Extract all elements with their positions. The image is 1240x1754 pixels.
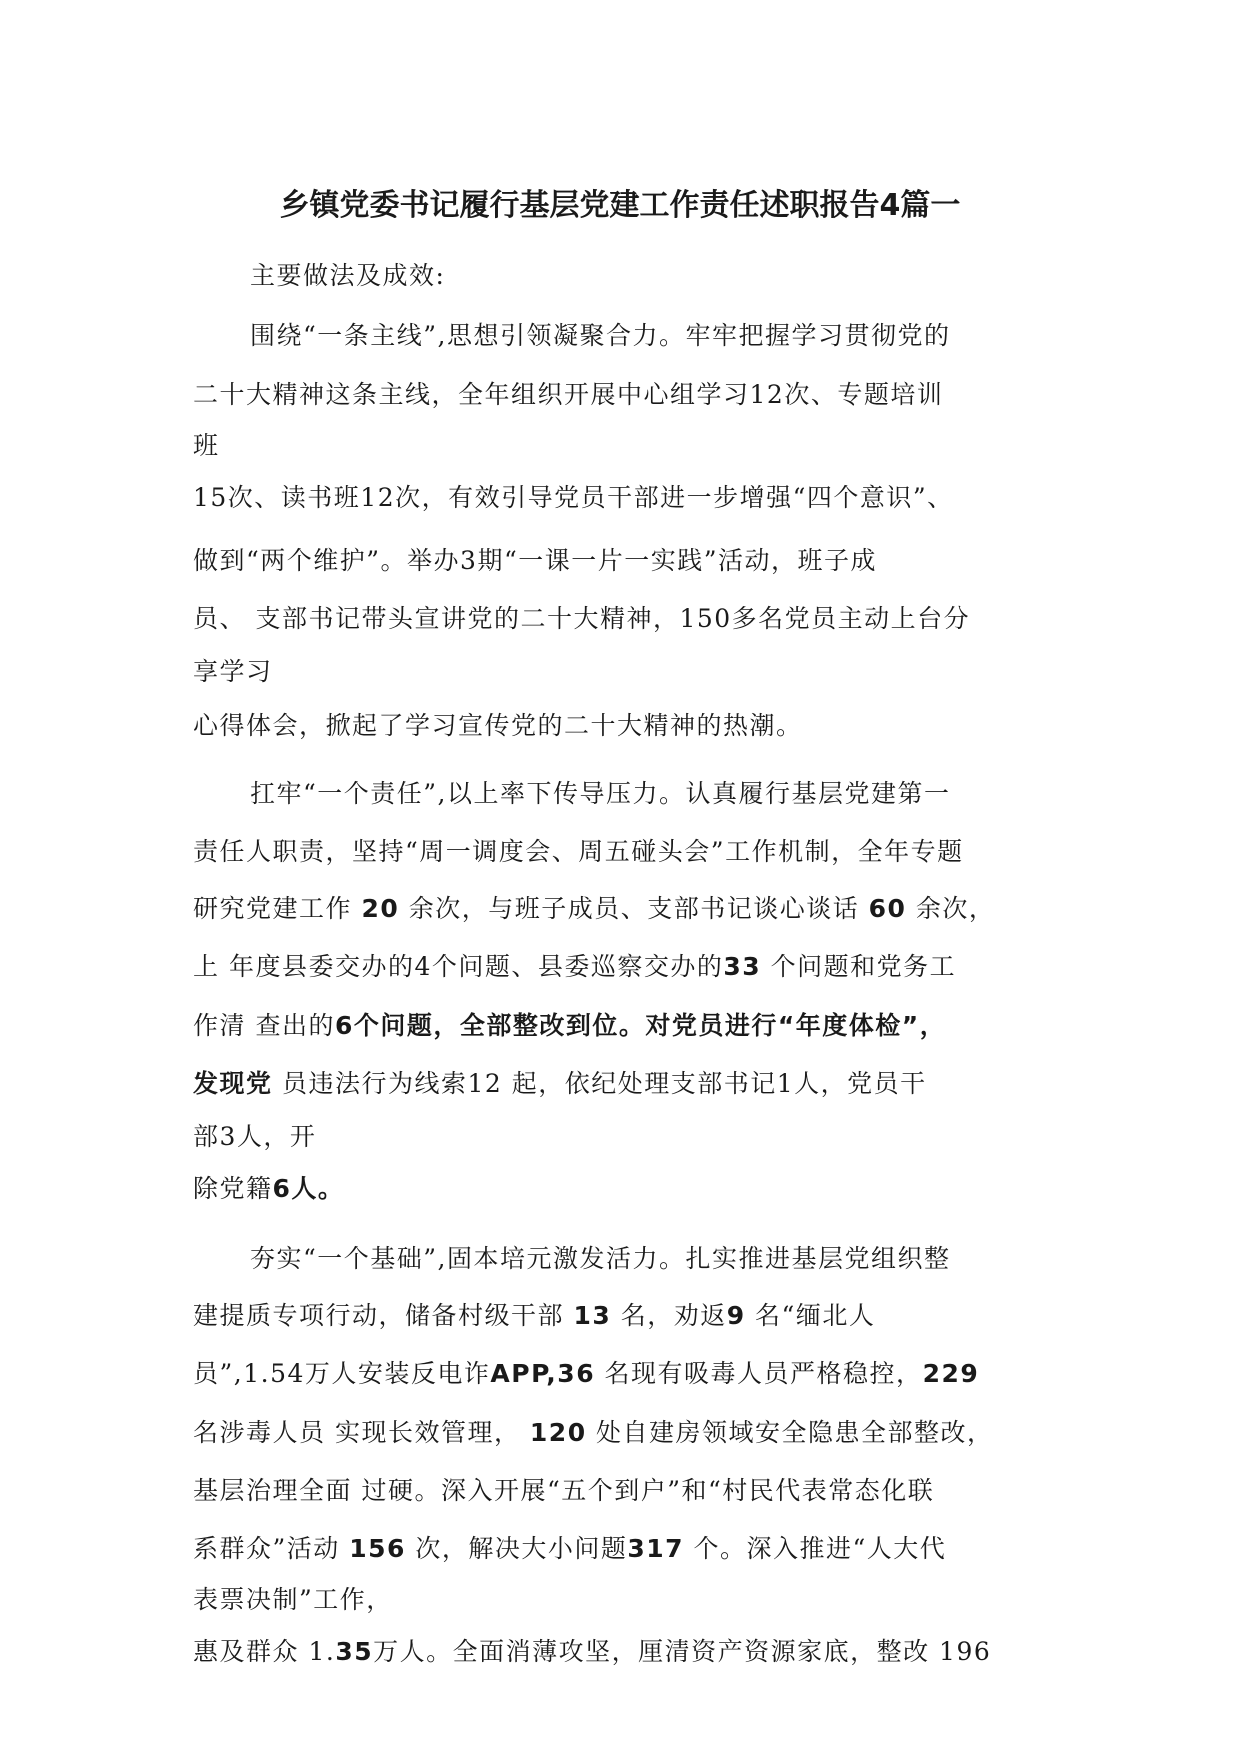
text-line (193, 1415, 1093, 1451)
text-segment: 名涉毒人员 实现长效管理， (193, 1418, 530, 1447)
text-segment: 基层治理全面 过硬。深入开展“五个到户”和“村民代表常态化联 (193, 1476, 935, 1505)
text-segment: 15次、读书班12次，有效引导党员干部进一步增强“四个意识”、 (193, 483, 954, 512)
bold-text-segment: 6个问题，全部整改到位。对党员进行“年度体检”， (334, 1011, 947, 1040)
text-segment: 名“缅北人 (745, 1301, 876, 1330)
text-line (250, 258, 1150, 294)
document-title: 乡镇党委书记履行基层党建工作责任述职报告4篇一 (279, 188, 961, 223)
text-segment: 围绕“一条主线”,思想引领凝聚合力。牢牢把握学习贯彻党的 (250, 321, 951, 350)
text-segment: 员、 支部书记带头宣讲党的二十大精神，150多名党员主动上台分 (193, 604, 971, 633)
text-segment: 班 (193, 431, 220, 460)
bold-text-segment: 9 (726, 1301, 746, 1330)
text-segment: 夯实“一个基础”,固本培元激发活力。扎实推进基层党组织整 (250, 1244, 951, 1273)
text-segment: 个问题和党务工 (761, 952, 957, 981)
text-segment: 责任人职责，坚持“周一调度会、周五碰头会”工作机制，全年专题 (193, 837, 964, 866)
text-segment: 员”,1.54万人安装反电诈 (193, 1359, 491, 1388)
text-line (193, 1582, 1093, 1618)
bold-text-segment: 13 (573, 1301, 612, 1330)
bold-text-segment: 6人。 (272, 1174, 345, 1203)
text-line (193, 834, 1093, 870)
text-line (193, 1634, 1093, 1670)
text-line (250, 318, 1150, 354)
text-line (193, 377, 1093, 413)
text-line (193, 1531, 1093, 1567)
text-line (193, 1171, 1093, 1207)
text-segment: 万人。全面消薄攻坚，厘清资产资源家底，整改 196 (373, 1637, 992, 1666)
bold-text-segment: 120 (529, 1418, 587, 1447)
text-segment: 享学习 (193, 657, 273, 686)
text-line (193, 1119, 1093, 1155)
text-segment: 名，劝返 (611, 1301, 727, 1330)
text-segment: 心得体会，掀起了学习宣传党的二十大精神的热潮。 (193, 711, 803, 740)
text-line (193, 708, 1093, 744)
text-segment: 余次， (906, 894, 996, 923)
text-segment: 主要做法及成效: (250, 261, 446, 290)
text-line (193, 1008, 1093, 1044)
text-segment: 二十大精神这条主线，全年组织开展中心组学习12次、专题培训 (193, 380, 944, 409)
text-line (193, 543, 1093, 579)
text-segment: 作清 查出的 (193, 1011, 335, 1040)
text-segment: 部3人，开 (193, 1122, 317, 1151)
text-segment: 次，解决大小问题 (405, 1534, 628, 1563)
text-line (193, 1298, 1093, 1334)
text-line (193, 1473, 1093, 1509)
bold-text-segment: 发现党 (193, 1069, 273, 1098)
bold-text-segment: APP,36 (490, 1359, 596, 1388)
text-segment: 个。深入推进“人大代 (684, 1534, 947, 1563)
text-line (250, 776, 1150, 812)
text-line (193, 949, 1093, 985)
text-segment: 员违法行为线索12 起，依纪处理支部书记1人，党员干 (272, 1069, 927, 1098)
bold-text-segment: 156 (349, 1534, 406, 1563)
text-line (193, 1066, 1093, 1102)
text-segment: 上 年度县委交办的4个问题、县委巡察交办的 (193, 952, 724, 981)
bold-text-segment: 33 (723, 952, 762, 981)
bold-text-segment: 60 (868, 894, 907, 923)
text-segment: 余次，与班子成员、支部书记谈心谈话 (399, 894, 869, 923)
text-line (193, 601, 1093, 637)
bold-text-segment: 20 (361, 894, 400, 923)
text-segment: 名现有吸毒人员严格稳控， (595, 1359, 923, 1388)
text-line (193, 891, 1093, 927)
text-line (250, 1241, 1150, 1277)
text-segment: 建提质专项行动，储备村级干部 (193, 1301, 574, 1330)
text-segment: 处自建房领域安全隐患全部整改， (586, 1418, 994, 1447)
text-segment: 研究党建工作 (193, 894, 362, 923)
bold-text-segment: 317 (627, 1534, 685, 1563)
text-segment: 做到“两个维护”。举办3期“一课一片一实践”活动，班子成 (193, 546, 878, 575)
text-line (193, 428, 1093, 464)
bold-text-segment: 229 (922, 1359, 980, 1388)
text-segment: 系群众”活动 (193, 1534, 350, 1563)
text-line (193, 480, 1093, 516)
text-line (193, 654, 1093, 690)
text-segment: 表票决制”工作， (193, 1585, 393, 1614)
bold-text-segment: 35 (335, 1637, 374, 1666)
text-line (193, 1356, 1093, 1392)
text-segment: 惠及群众 1. (193, 1637, 336, 1666)
text-segment: 扛牢“一个责任”,以上率下传导压力。认真履行基层党建第一 (250, 779, 951, 808)
text-segment: 除党籍 (193, 1174, 273, 1203)
